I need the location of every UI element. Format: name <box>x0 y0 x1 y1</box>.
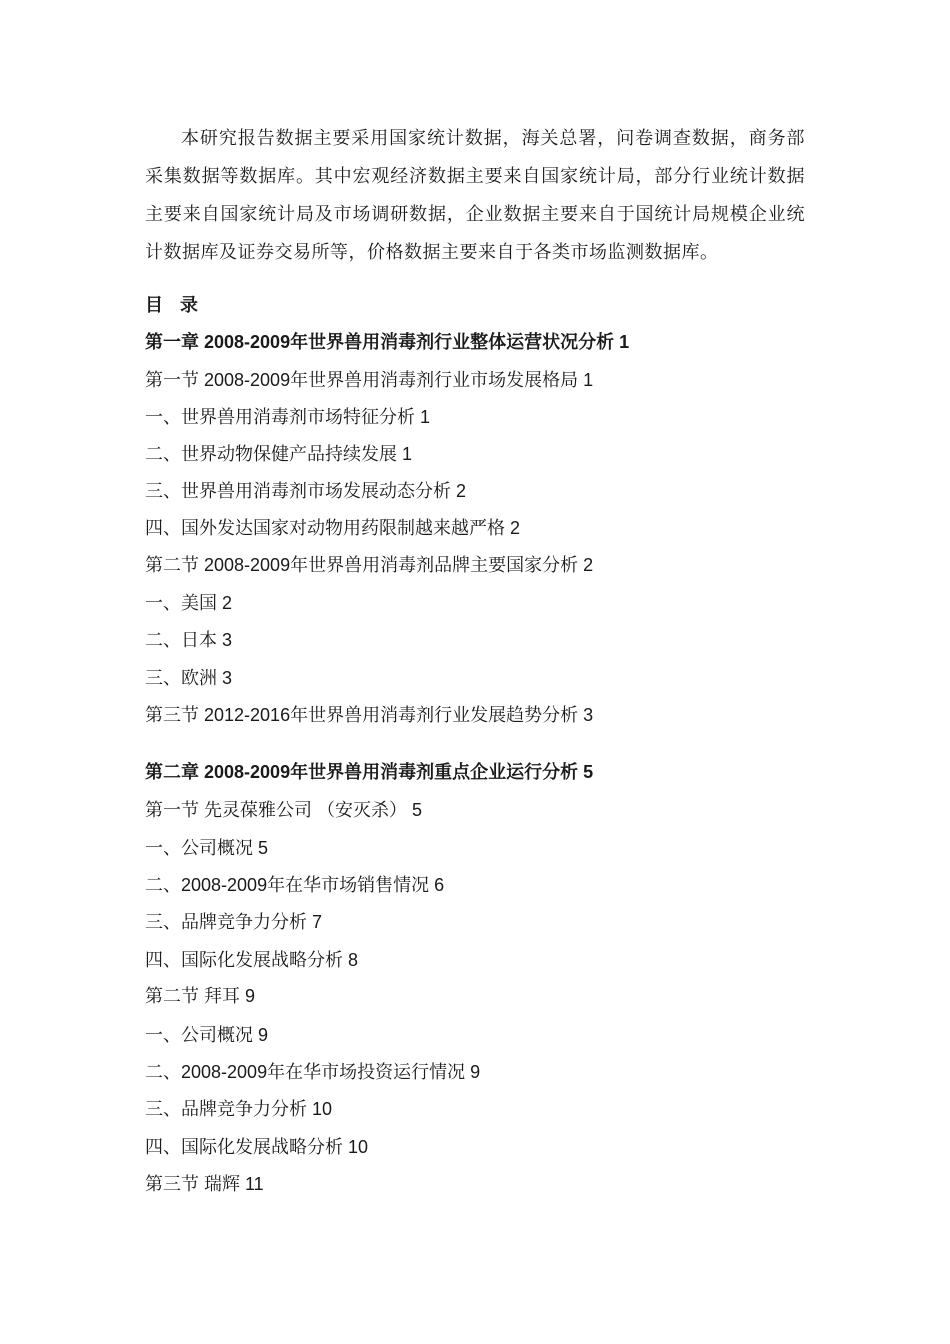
toc-item: 四、国际化发展战略分析 8 <box>145 950 359 970</box>
toc-section-1-2: 第二节 2008-2009年世界兽用消毒剂品牌主要国家分析 2 <box>145 555 594 575</box>
toc-section-1-3: 第三节 2012-2016年世界兽用消毒剂行业发展趋势分析 3 <box>145 705 594 725</box>
toc-item: 三、世界兽用消毒剂市场发展动态分析 2 <box>145 481 467 501</box>
toc-item: 一、美国 2 <box>145 593 233 613</box>
toc-item: 三、欧洲 3 <box>145 668 233 688</box>
toc-item: 一、世界兽用消毒剂市场特征分析 1 <box>145 407 431 427</box>
toc-chapter-2: 第二章 2008-2009年世界兽用消毒剂重点企业运行分析 5 <box>145 762 594 782</box>
toc-item: 一、公司概况 5 <box>145 838 269 858</box>
toc-item: 三、品牌竞争力分析 10 <box>145 1099 333 1119</box>
toc-section-2-1: 第一节 先灵葆雅公司 （安灭杀） 5 <box>145 800 423 820</box>
toc-section-2-3: 第三节 瑞辉 11 <box>145 1174 264 1194</box>
toc-item: 二、世界动物保健产品持续发展 1 <box>145 444 413 464</box>
toc-item: 三、品牌竞争力分析 7 <box>145 912 323 932</box>
toc-title: 目 录 <box>145 295 205 315</box>
toc-item: 二、2008-2009年在华市场投资运行情况 9 <box>145 1062 481 1082</box>
toc-item: 四、国际化发展战略分析 10 <box>145 1137 369 1157</box>
toc-section-2-2: 第二节 拜耳 9 <box>145 986 256 1006</box>
toc-item: 二、日本 3 <box>145 630 233 650</box>
toc-section-1-1: 第一节 2008-2009年世界兽用消毒剂行业市场发展格局 1 <box>145 370 594 390</box>
toc-chapter-1: 第一章 2008-2009年世界兽用消毒剂行业整体运营状况分析 1 <box>145 332 630 352</box>
intro-paragraph: 本研究报告数据主要采用国家统计数据，海关总署，问卷调查数据，商务部采集数据等数据库。其中宏观经济数据主要来自国家统计局，部分行业统计数据主要来自国家统计局及市场调研数据，企业数据主要来自于国统计局规模企业统计数据库及证券交易所等，价格数据主要来自于各类市场监测数据库。 <box>145 128 805 263</box>
toc-item: 四、国外发达国家对动物用药限制越来越严格 2 <box>145 518 521 538</box>
toc-item: 一、公司概况 9 <box>145 1025 269 1045</box>
toc-item: 二、2008-2009年在华市场销售情况 6 <box>145 875 445 895</box>
